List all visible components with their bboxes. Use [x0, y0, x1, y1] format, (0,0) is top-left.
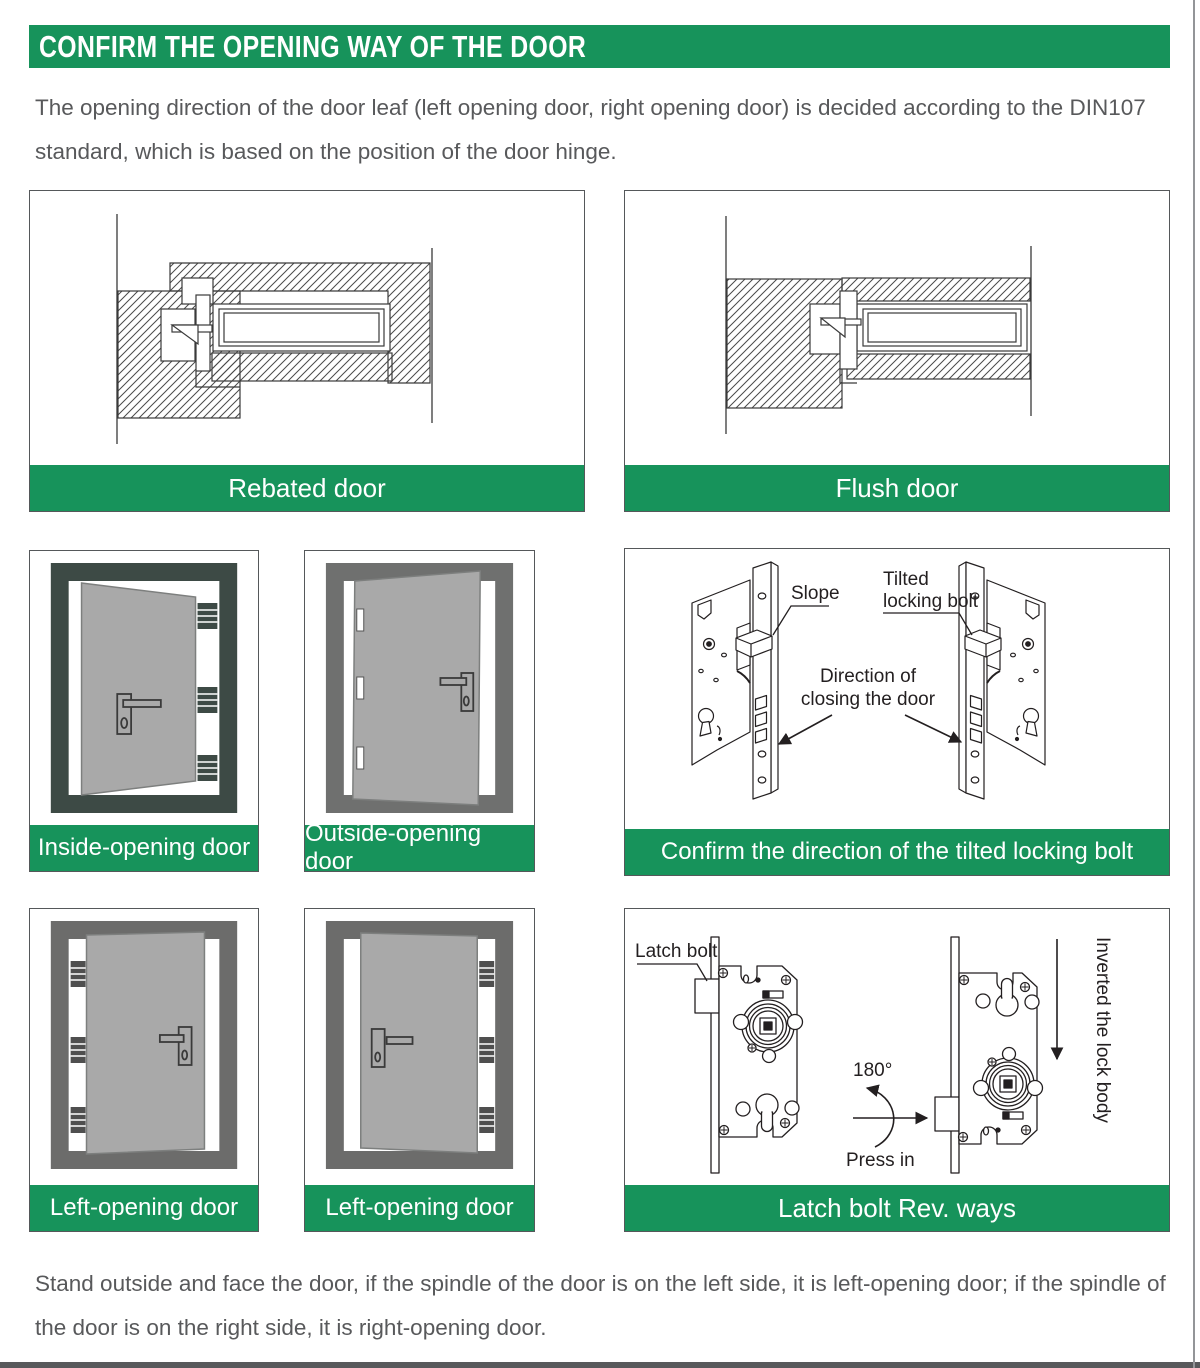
panel-outside-opening-door — [304, 550, 535, 875]
door-leaf — [82, 583, 196, 795]
outside-opening-door-drawing — [305, 551, 534, 825]
flush-door-drawing — [625, 191, 1169, 465]
caption-latch-bolt-rev-ways: Latch bolt Rev. ways — [625, 1185, 1169, 1231]
panel-flush-door — [624, 190, 1170, 512]
footer-line: the door is on the right side, it is right-opening door. — [35, 1315, 547, 1340]
panel-rebated-door — [29, 190, 585, 512]
panel-latch-bolt-rev-ways — [624, 908, 1170, 1232]
door-leaf-section — [213, 304, 390, 351]
latch-bolt-rev-ways-figure — [625, 909, 1169, 1185]
left-opening-door-2-figure — [305, 909, 534, 1185]
lock-body-left — [692, 562, 778, 799]
lock-body-inverted — [935, 937, 1043, 1173]
page-title-bar — [29, 25, 1170, 68]
rebated-door-drawing — [30, 191, 584, 465]
inverted-lock-body-label: Inverted the lock body — [1092, 937, 1113, 1123]
inside-opening-door-figure — [30, 551, 258, 825]
footer-line: Stand outside and face the door, if the spindle of the door is on the left side, it is left-opening door; if the spindle of — [35, 1271, 1166, 1296]
inside-opening-door-drawing — [30, 551, 258, 825]
page-bottom-edge — [0, 1362, 1200, 1368]
caption-flush-door: Flush door — [625, 465, 1169, 511]
closing-direction-label-line2: closing the door — [800, 689, 936, 710]
latch-bolt-label: Latch bolt — [635, 941, 718, 962]
rebated-door-cross-section — [30, 191, 584, 465]
hinges — [479, 961, 494, 1133]
rotation-arrows — [853, 1088, 927, 1147]
left-opening-door-1-figure — [30, 909, 258, 1185]
slope-label: Slope — [791, 583, 840, 604]
tilted-bolt-label-line2: locking bolt — [883, 591, 979, 612]
left-opening-door-1-drawing — [30, 909, 258, 1185]
direction-arrows — [779, 715, 961, 744]
caption-left-opening-door-1: Left-opening door — [30, 1185, 258, 1231]
outside-opening-door-figure — [305, 551, 534, 825]
page-title: CONFIRM THE OPENING WAY OF THE DOOR — [39, 28, 587, 64]
caption-tilted-locking-bolt: Confirm the direction of the tilted locking bolt — [625, 829, 1169, 875]
closing-direction-label-line1: Direction of — [819, 666, 917, 687]
hinges — [71, 961, 86, 1133]
intro-line: standard, which is based on the position of the door hinge. — [35, 139, 617, 164]
tilted-bolt-label-line1: Tilted — [883, 569, 929, 590]
panel-inside-opening-door — [29, 550, 259, 872]
caption-left-opening-door-2: Left-opening door — [305, 1185, 534, 1231]
press-in-label: Press in — [846, 1150, 915, 1171]
left-opening-door-2-drawing — [305, 909, 534, 1185]
tilted-locking-bolt-drawing — [625, 549, 1169, 829]
intro-paragraph — [35, 86, 1170, 174]
page-right-edge — [1193, 0, 1195, 1368]
caption-inside-opening-door: Inside-opening door — [30, 825, 258, 871]
panel-left-opening-door-2 — [304, 908, 535, 1232]
door-leaf-section — [857, 304, 1027, 351]
angle-label: 180° — [853, 1060, 893, 1081]
tilted-locking-bolt-figure — [625, 549, 1169, 829]
lock-body-upright — [695, 937, 803, 1173]
panel-left-opening-door-1 — [29, 908, 259, 1232]
intro-line: The opening direction of the door leaf (left opening door, right opening door) is decided according to the DIN107 — [35, 95, 1146, 120]
caption-outside-opening-door: Outside-opening door — [305, 825, 534, 871]
caption-rebated-door: Rebated door — [30, 465, 584, 511]
flush-door-cross-section — [625, 191, 1169, 465]
latch-bolt-rev-ways-drawing — [625, 909, 1169, 1185]
footer-paragraph — [35, 1262, 1170, 1350]
panel-tilted-locking-bolt — [624, 548, 1170, 876]
